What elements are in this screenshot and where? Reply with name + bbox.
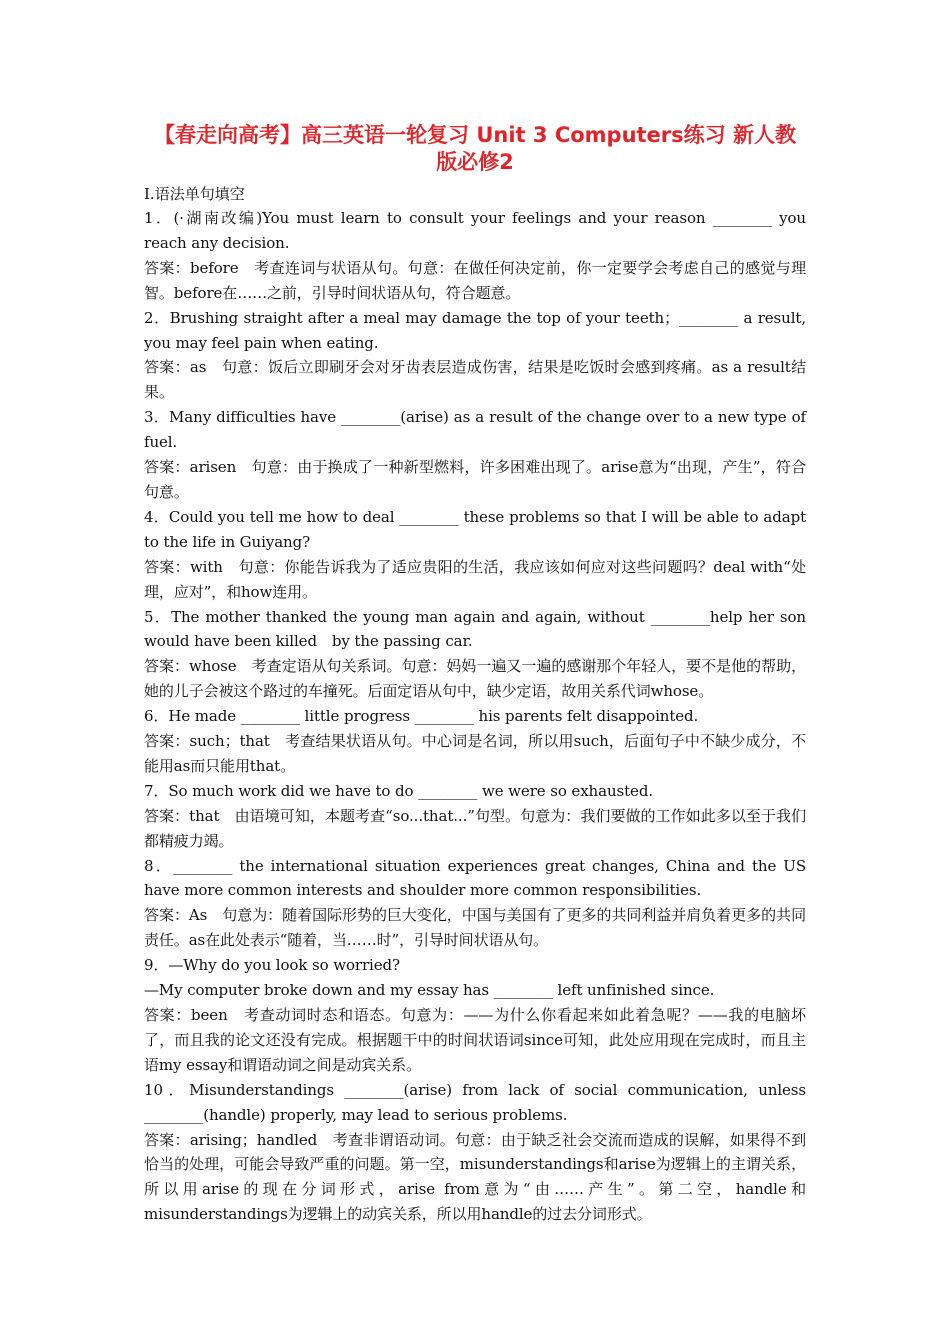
exercise-list: [144, 206, 806, 1227]
answer-7: 答案：that 由语境可知，本题考查“so...that...”句型。句意为：我们要做的工作如此多以至于我们都精疲力竭。: [144, 806, 806, 850]
answer-1: 答案：before 考查连词与状语从句。句意：在做任何决定前，你一定要学会考虑自己的感觉与理智。before在……之前，引导时间状语从句，符合题意。: [144, 258, 806, 302]
question-5: 5．The mother thanked the young man again and again, without ________help her son would have been killed by the passing car.: [144, 607, 806, 651]
document-page: [144, 122, 806, 1227]
answer-4: 答案：with 句意：你能告诉我为了适应贵阳的生活，我应该如何应对这些问题吗？deal with“处理，应对”，和how连用。: [144, 557, 806, 601]
question-10: 10．Misunderstandings ________(arise) from lack of social communication, unless ________(handle) properly, may lead to serious problems.: [144, 1080, 806, 1124]
answer-5: 答案：whose 考查定语从句关系词。句意：妈妈一遍又一遍的感谢那个年轻人，要不是他的帮助，她的儿子会被这个路过的车撞死。后面定语从句中，缺少定语，故用关系代词whose。: [144, 657, 806, 701]
question-1: 1．(·湖南改编)You must learn to consult your feelings and your reason ________ you reach any decision.: [144, 209, 806, 252]
document-title: 【春走向高考】高三英语一轮复习 Unit 3 Computers练习 新人教版必修2: [154, 123, 796, 174]
answer-2: 答案：as 句意：饭后立即刷牙会对牙齿表层造成伤害，结果是吃饭时会感到疼痛。as a result结果。: [144, 358, 806, 402]
answer-6: 答案：such；that 考查结果状语从句。中心词是名词，所以用such，后面句子中不缺少成分，不能用as而只能用that。: [144, 732, 806, 775]
section-heading: Ⅰ.语法单句填空: [144, 185, 245, 203]
answer-9: 答案：been 考查动词时态和语态。句意为：——为什么你看起来如此着急呢？——我的电脑坏了，而且我的论文还没有完成。根据题干中的时间状语词since可知，此处应用现在完成时，而且主语my essay和谓语动词之间是动宾关系。: [144, 1006, 806, 1074]
question-6: 6．He made ________ little progress ________ his parents felt disappointed.: [144, 707, 699, 726]
question-9: 9．—Why do you look so worried? —My computer broke down and my essay has ________ left unfinished since.: [144, 956, 715, 1000]
answer-10: 答案：arising；handled 考查非谓语动词。句意：由于缺乏社会交流而造成的误解，如果得不到恰当的处理，可能会导致严重的问题。第一空，misunderstandings和arise为逻辑上的主谓关系，所以用arise的现在分词形式，arise from意为“由……产生”。第二空，handle和misunderstandings为逻辑上的动宾关系，所以用handle的过去分词形式。: [144, 1130, 806, 1224]
question-3: 3．Many difficulties have ________(arise) as a result of the change over to a new type of fuel.: [144, 408, 806, 452]
question-7: 7．So much work did we have to do ________ we were so exhausted.: [144, 781, 653, 800]
answer-8: 答案：As 句意为：随着国际形势的巨大变化，中国与美国有了更多的共同利益并肩负着更多的共同责任。as在此处表示“随着，当……时”，引导时间状语从句。: [144, 906, 806, 950]
question-8: 8．________ the international situation experiences great changes, China and the US have more common interests and shoulder more common responsibilities.: [144, 856, 806, 900]
question-2: 2．Brushing straight after a meal may damage the top of your teeth；________ a result, you may feel pain when eating.: [144, 308, 806, 352]
question-4: 4．Could you tell me how to deal ________ these problems so that I will be able to adapt to the life in Guiyang?: [144, 507, 806, 551]
answer-3: 答案：arisen 句意：由于换成了一种新型燃料，许多困难出现了。arise意为“出现，产生”，符合句意。: [144, 458, 806, 501]
